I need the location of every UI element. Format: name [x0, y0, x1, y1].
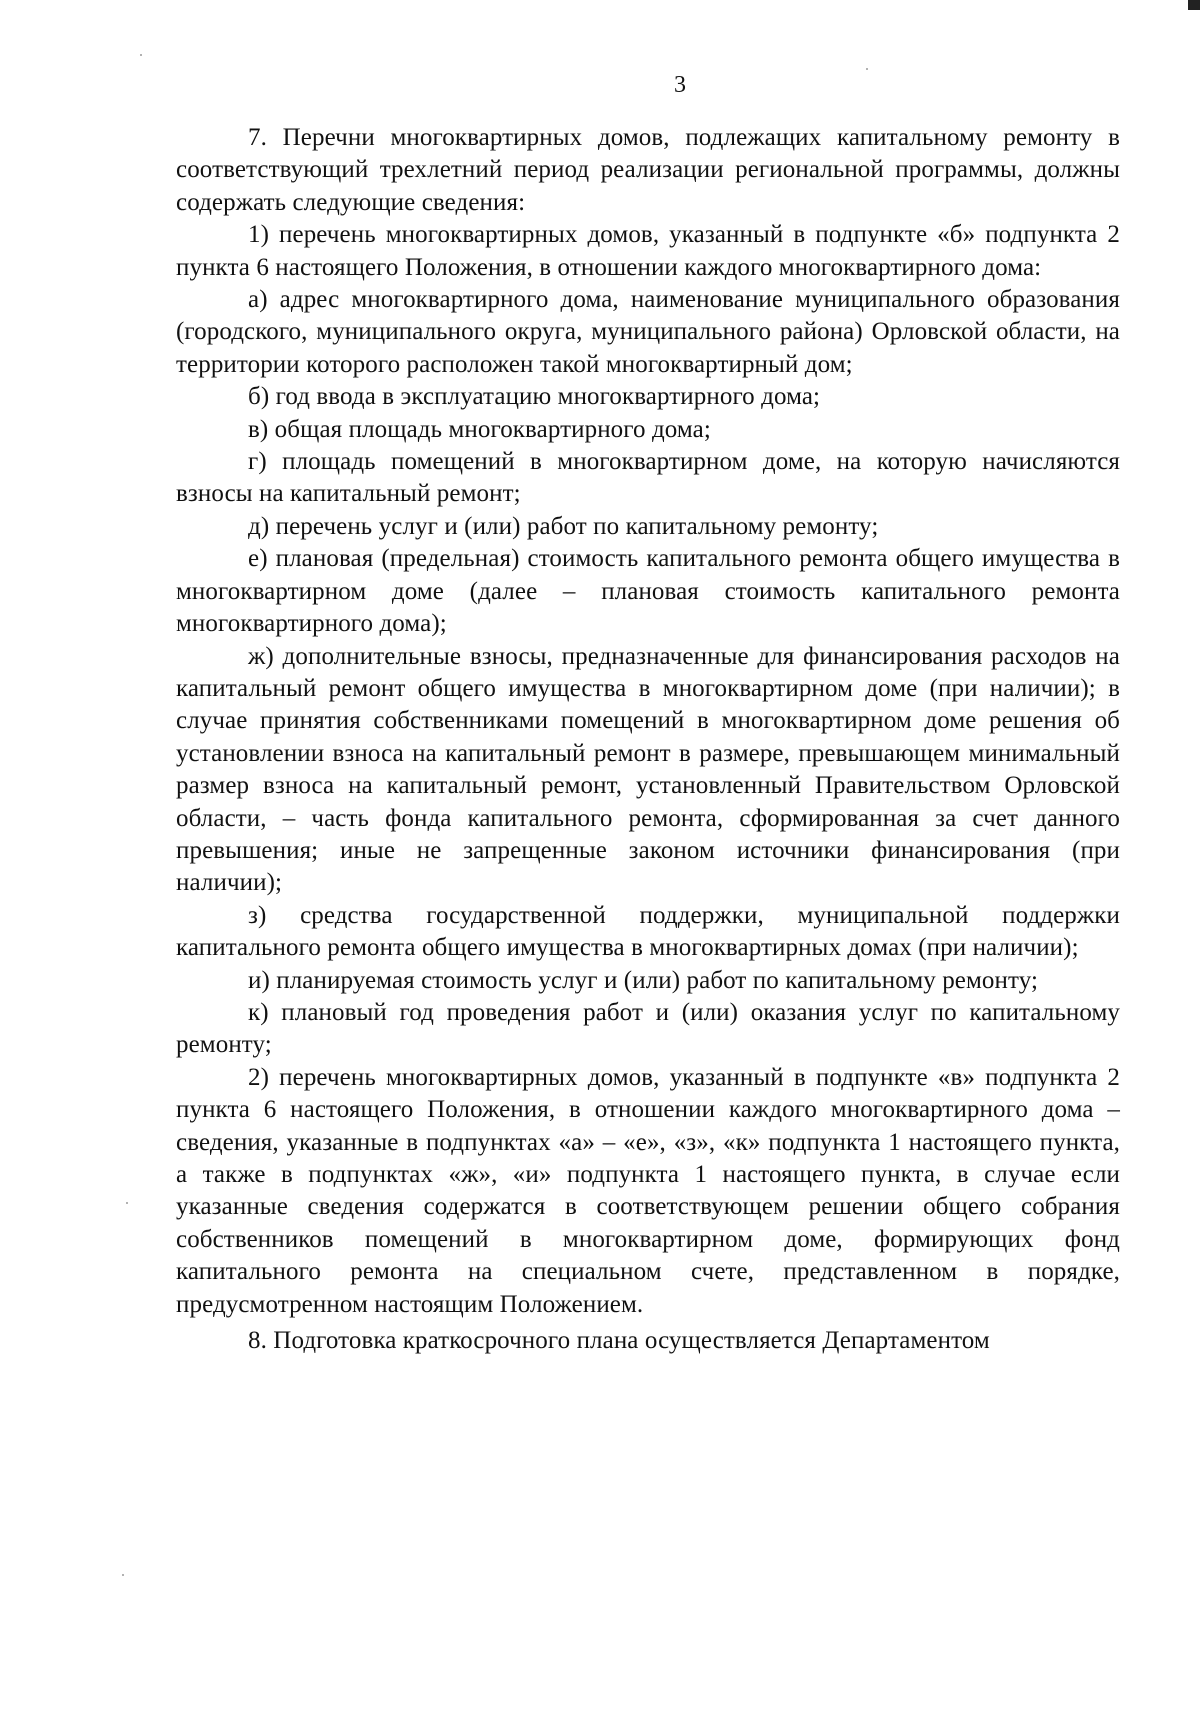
paragraph-subitem-zh: ж) дополнительные взносы, предназначенные для финансирования расходов на капитальный ремонт общего имущества в многоквартирном доме (при наличии); в случае принятия собственниками помещений в многоквартирном доме решения об установлении взноса на капитальный ремонт в размере, превышающем минимальный размер взноса на капитальный ремонт, установленный Правительством Орловской области, – часть фонда капитального ремонта, сформированная за счет данного превышения; иные не запрещенные законом источники финансирования (при наличии); — [176, 642, 1120, 897]
page-number: 3 — [674, 72, 686, 98]
paragraph-subitem-a: а) адрес многоквартирного дома, наименование муниципального образования (городского, муниципального округа, муниципального района) Орловской области, на территории которого расположен такой многоквартирный дом; — [176, 286, 1120, 378]
paragraph-subitem-v: в) общая площадь многоквартирного дома; — [248, 415, 711, 443]
paragraph-subitem-g: г) площадь помещений в многоквартирном доме, на которую начисляются взносы на капитальный ремонт; — [176, 448, 1120, 508]
scan-speck — [140, 54, 142, 56]
document-body — [176, 122, 1120, 1357]
paragraph-subitem-1: 1) перечень многоквартирных домов, указанный в подпункте «б» подпункта 2 пункта 6 настоящего Положения, в отношении каждого многоквартирного дома: — [176, 221, 1120, 281]
scan-edge-mark — [1188, 0, 1200, 10]
scan-speck — [126, 1202, 128, 1204]
paragraph-subitem-d: д) перечень услуг и (или) работ по капитальному ремонту; — [248, 512, 879, 540]
paragraph-subitem-z: з) средства государственной поддержки, муниципальной поддержки капитального ремонта общего имущества в многоквартирных домах (при наличии); — [176, 901, 1120, 962]
paragraph-item-7: 7. Перечни многоквартирных домов, подлежащих капитальному ремонту в соответствующий трехлетний период реализации региональной программы, должны содержать следующие сведения: — [176, 124, 1120, 216]
paragraph-subitem-b: б) год ввода в эксплуатацию многоквартирного дома; — [248, 383, 821, 411]
paragraph-subitem-k: к) плановый год проведения работ и (или) оказания услуг по капитальному ремонту; — [176, 998, 1120, 1059]
paragraph-subitem-i: и) планируемая стоимость услуг и (или) работ по капитальному ремонту; — [248, 966, 1039, 994]
scan-speck — [866, 68, 868, 70]
paragraph-subitem-2: 2) перечень многоквартирных домов, указанный в подпункте «в» подпункта 2 пункта 6 настоящего Положения, в отношении каждого многоквартирного дома – сведения, указанные в подпунктах «а» – «е», «з», «к» подпункта 1 настоящего пункта, а также в подпунктах «ж», «и» подпункта 1 настоящего пункта, в случае если указанные сведения содержатся в соответствующем решении общего собрания собственников помещений в многоквартирном доме, формирующих фонд капитального ремонта на специальном счете, представленном в порядке, предусмотренном настоящим Положением. — [176, 1063, 1120, 1318]
scan-speck — [122, 1574, 124, 1576]
paragraph-subitem-e: е) плановая (предельная) стоимость капитального ремонта общего имущества в многоквартирном доме (далее – плановая стоимость капитального ремонта многоквартирного дома); — [176, 545, 1120, 638]
paragraph-item-8: 8. Подготовка краткосрочного плана осуществляется Департаментом — [248, 1327, 990, 1355]
